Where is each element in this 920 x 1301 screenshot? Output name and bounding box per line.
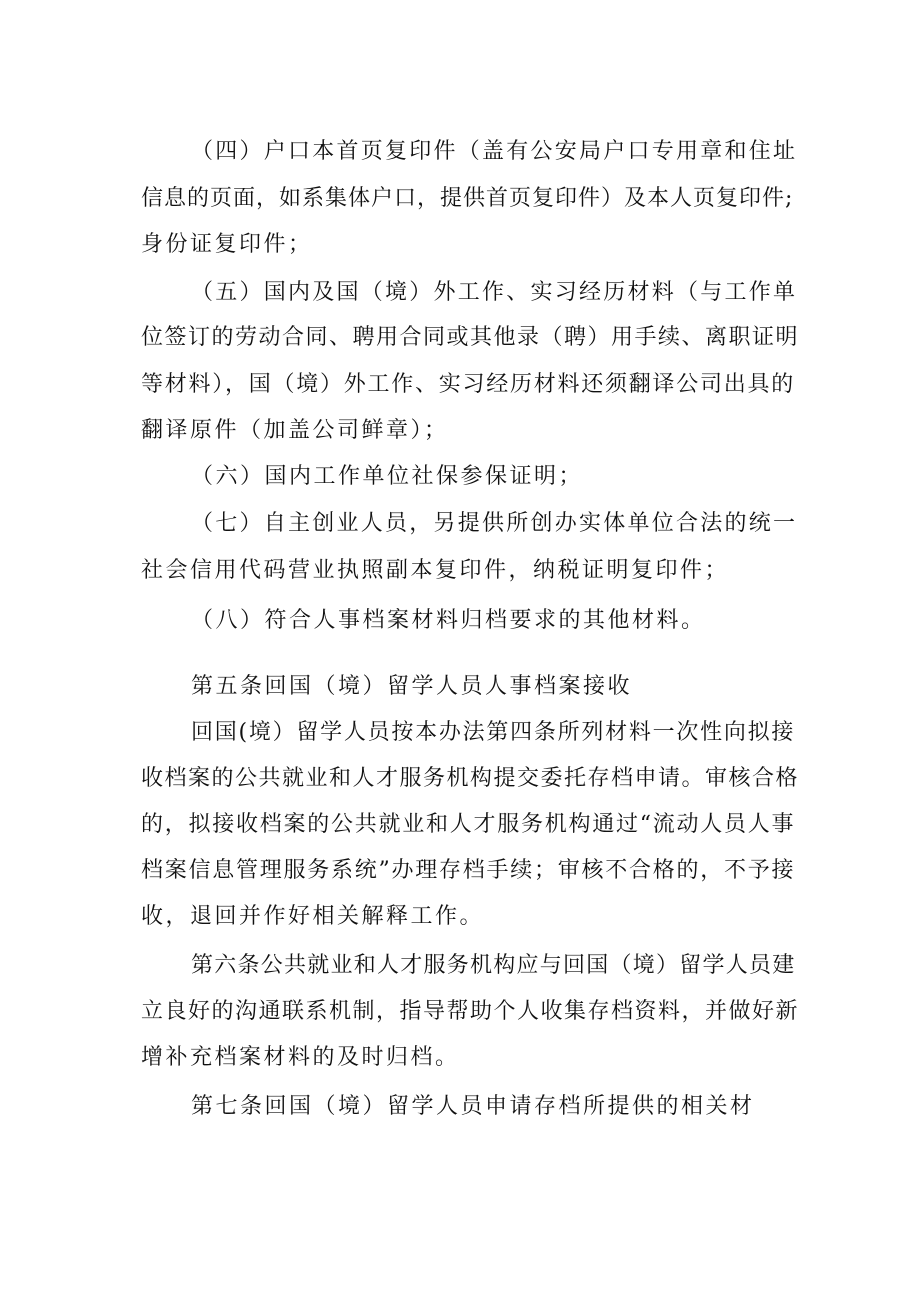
article-5-line-4: 档案信息管理服务系统”办理存档手续；审核不合格的，不予接 bbox=[141, 858, 796, 883]
para-7-line-1: （七）自主创业人员，另提供所创办实体单位合法的统一 bbox=[191, 511, 798, 536]
para-4-line-1: （四）户口本首页复印件（盖有公安局户口专用章和住址 bbox=[191, 139, 798, 164]
article-5-heading: 第五条回国（境）留学人员人事档案接收 bbox=[191, 674, 633, 699]
para-5-line-4: 翻译原件（加盖公司鲜章）； bbox=[141, 418, 449, 443]
article-6-line-2: 立良好的沟通联系机制，指导帮助个人收集存档资料，并做好新 bbox=[141, 999, 800, 1024]
article-5-line-3: 的，拟接收档案的公共就业和人才服务机构通过“流动人员人事 bbox=[141, 812, 796, 837]
article-5-line-2: 收档案的公共就业和人才服务机构提交委托存档申请。审核合格 bbox=[141, 766, 800, 791]
article-6-line-3: 增补充档案材料的及时归档。 bbox=[141, 1045, 460, 1070]
article-5-line-1: 回国(境）留学人员按本办法第四条所列材料一次性向拟接 bbox=[191, 720, 796, 745]
para-8-line-1: （八）符合人事档案材料归档要求的其他材料。 bbox=[191, 608, 706, 633]
para-5-line-1: （五）国内及国（境）外工作、实习经历材料（与工作单 bbox=[191, 280, 798, 305]
para-7-line-2: 社会信用代码营业执照副本复印件，纳税证明复印件； bbox=[141, 558, 730, 583]
article-5-line-5: 收，退回并作好相关解释工作。 bbox=[141, 904, 485, 929]
article-6-line-1: 第六条公共就业和人才服务机构应与回国（境）留学人员建 bbox=[191, 953, 796, 978]
article-7-line-1: 第七条回国（境）留学人员申请存档所提供的相关材 bbox=[191, 1094, 755, 1119]
para-5-line-3: 等材料），国（境）外工作、实习经历材料还须翻译公司出具的 bbox=[141, 372, 796, 397]
para-4-line-2: 信息的页面，如系集体户口，提供首页复印件）及本人页复印件; bbox=[141, 186, 794, 211]
para-4-line-3: 身份证复印件； bbox=[141, 232, 313, 257]
para-6-line-1: （六）国内工作单位社保参保证明； bbox=[191, 464, 584, 489]
para-5-line-2: 位签订的劳动合同、聘用合同或其他录（聘）用手续、离职证明 bbox=[141, 325, 800, 350]
